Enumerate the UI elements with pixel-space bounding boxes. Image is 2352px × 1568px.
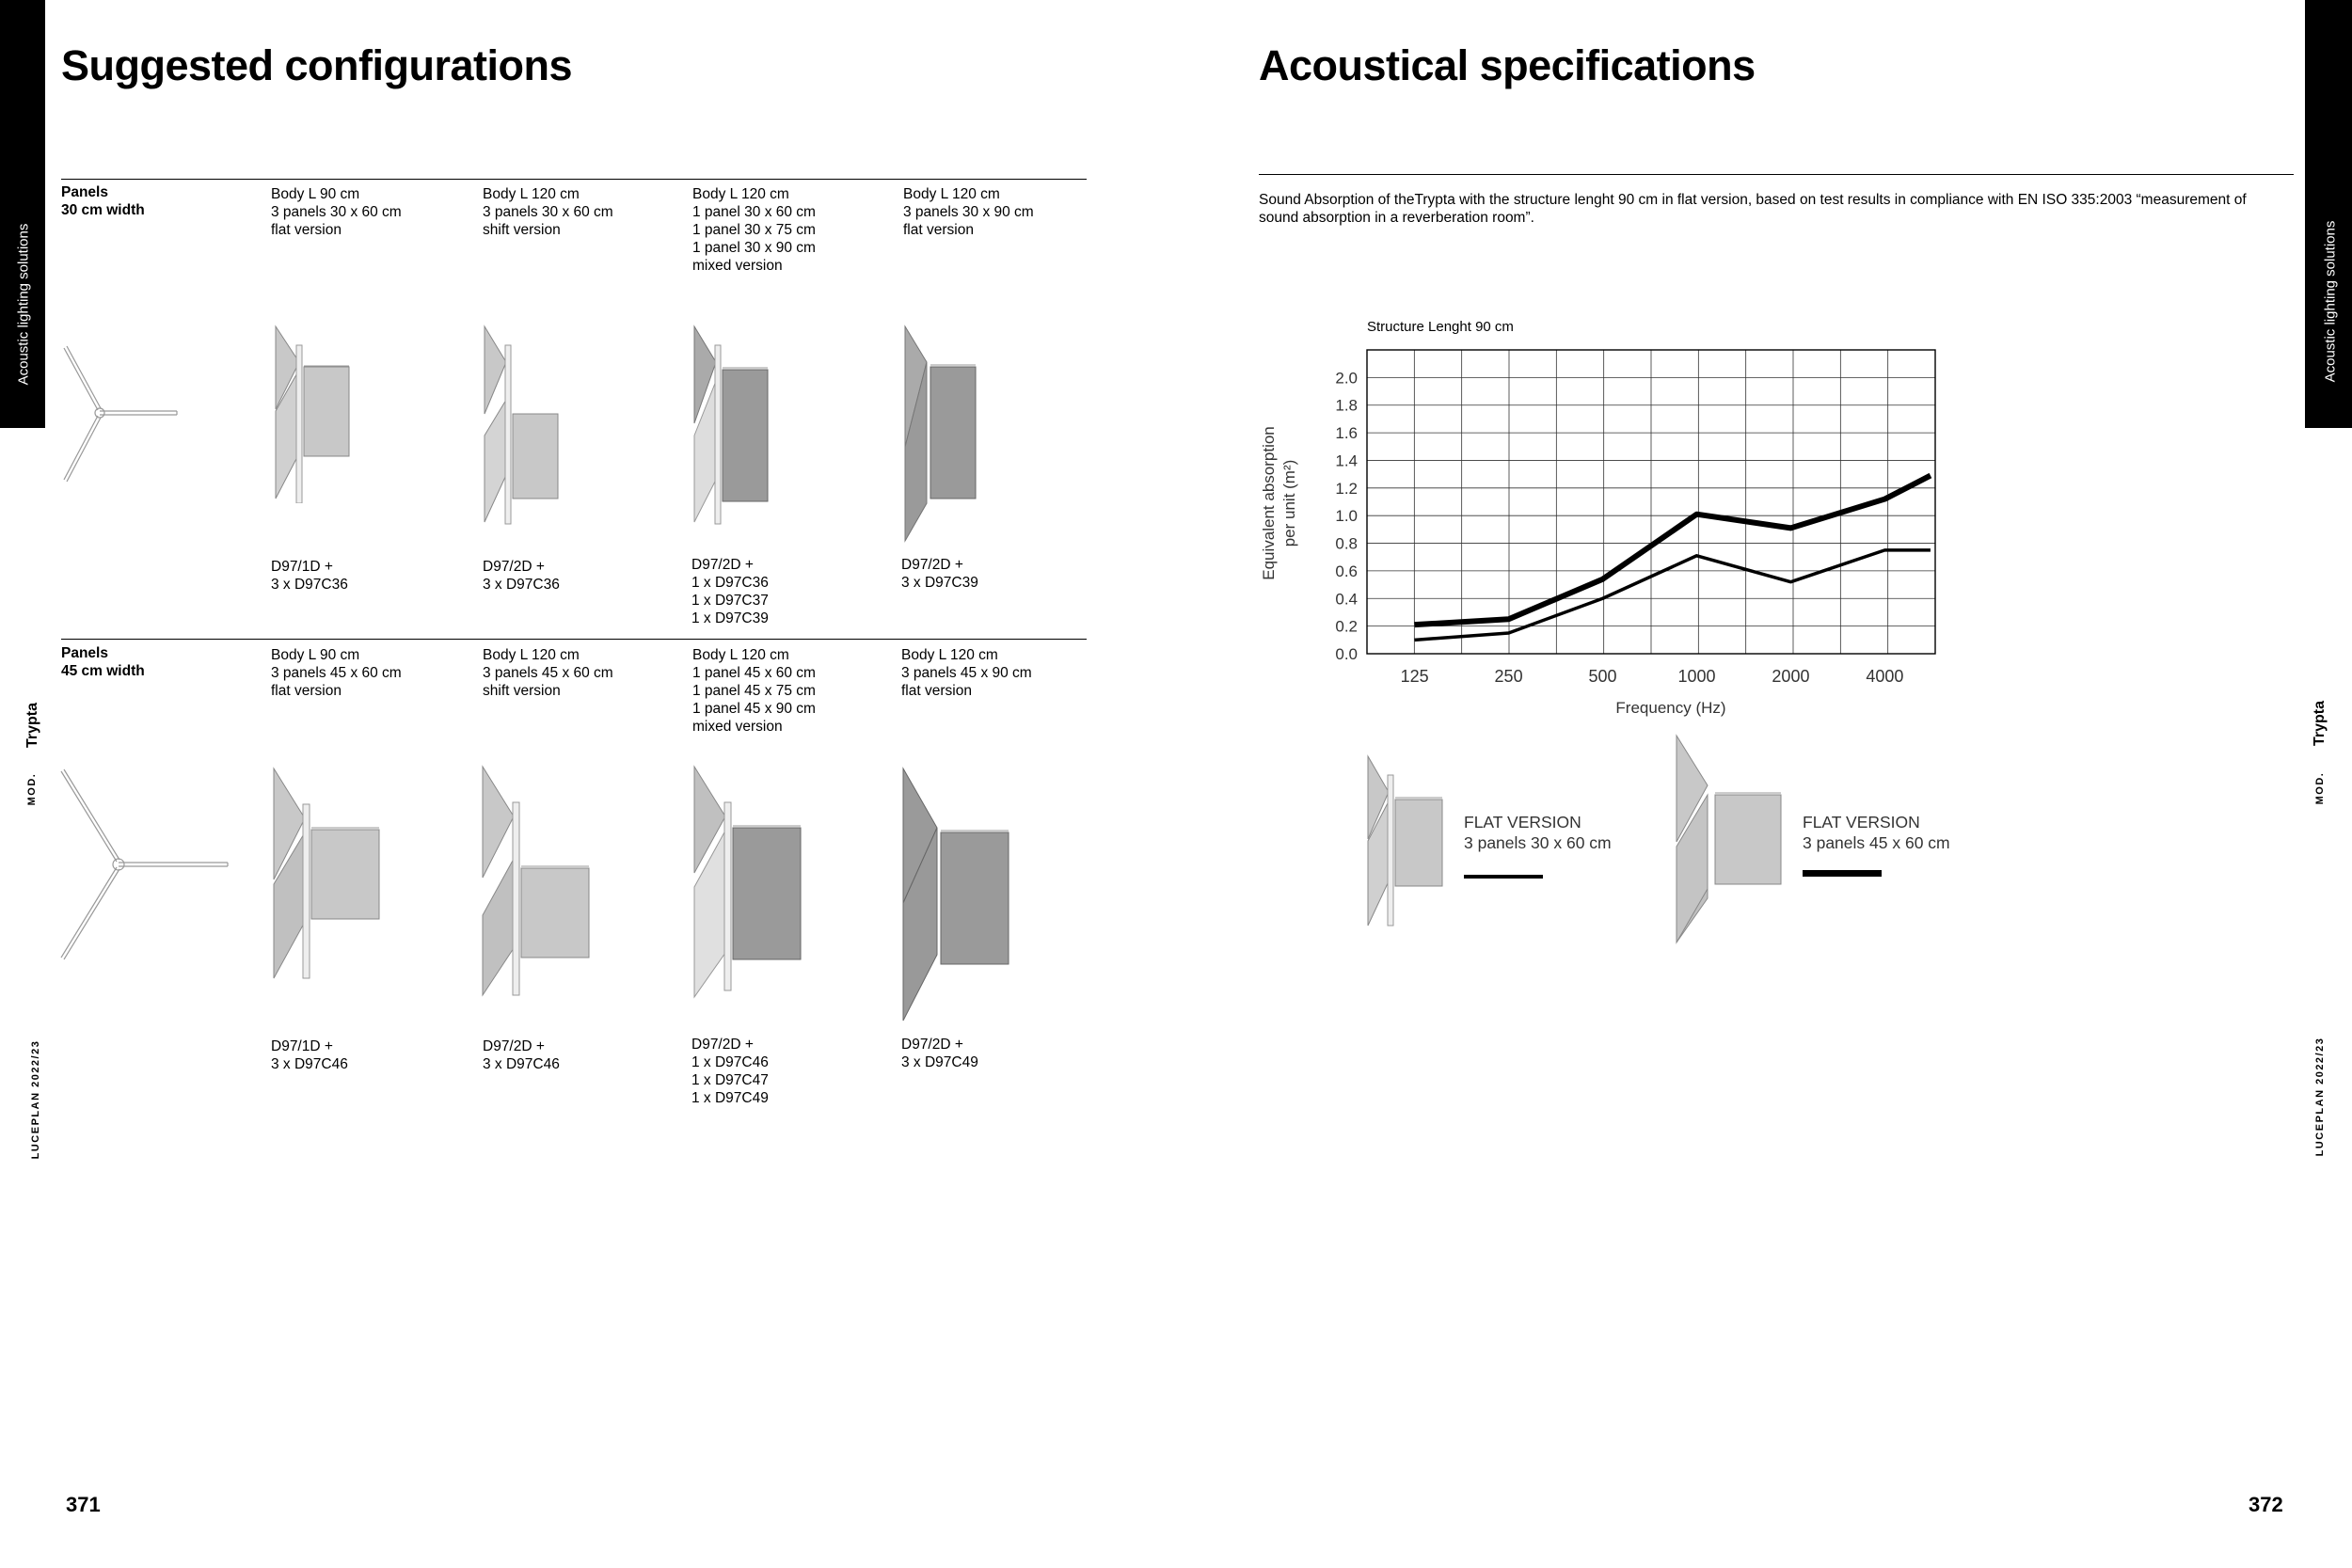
- config-codes: [271, 558, 348, 594]
- code-line: D97/2D +: [901, 557, 963, 573]
- x-tick-label: 4000: [1866, 667, 1904, 686]
- legend-swatch-45: [1803, 870, 1882, 877]
- right-side-mod: MOD.: [2314, 771, 2326, 805]
- left-page-title: Suggested configurations: [61, 41, 573, 89]
- code-line: D97/2D +: [691, 557, 754, 573]
- section-label-30: [61, 183, 145, 219]
- panel-config-flat-30x90-diagram: [903, 325, 988, 546]
- spec-line: 3 panels 30 x 60 cm: [271, 204, 402, 220]
- section-divider-45: [61, 639, 1087, 640]
- x-axis-label: Frequency (Hz): [1615, 699, 1726, 717]
- spec-line: Body L 120 cm: [903, 186, 1000, 202]
- code-line: 3 x D97C36: [271, 577, 348, 593]
- y-axis-label-line2: per unit (m²): [1280, 459, 1298, 547]
- config-specs: [271, 185, 402, 239]
- code-line: 1 x D97C37: [691, 593, 769, 609]
- config-codes: [901, 1036, 978, 1071]
- spec-line: Body L 120 cm: [901, 647, 998, 663]
- spec-line: Body L 120 cm: [692, 186, 789, 202]
- legend-line1: FLAT VERSION: [1464, 813, 1581, 832]
- config-specs: [483, 646, 613, 700]
- legend-item-30: [1464, 812, 1612, 853]
- panel-config-shift-30-diagram: [483, 325, 567, 527]
- section-label-line: 30 cm width: [61, 202, 145, 218]
- y-axis-label-line1: Equivalent absorption: [1260, 426, 1278, 580]
- code-line: 1 x D97C49: [691, 1090, 769, 1106]
- spec-line: mixed version: [692, 258, 783, 274]
- body-top-view-diagram: [56, 339, 188, 489]
- config-codes: [691, 556, 769, 627]
- left-side-mod: MOD.: [26, 772, 38, 806]
- x-axis-ticks: [1401, 667, 1904, 686]
- panel-config-mixed-45-diagram: [691, 765, 804, 1000]
- spec-line: 1 panel 45 x 75 cm: [692, 683, 816, 699]
- spec-line: Body L 120 cm: [483, 186, 580, 202]
- right-side-tab-label: Acoustic lighting solutions: [2322, 220, 2339, 383]
- right-page-number: 372: [2249, 1493, 2283, 1516]
- section-divider-30: [61, 179, 1087, 180]
- spec-line: mixed version: [692, 719, 783, 735]
- right-page-title: Acoustical specifications: [1259, 41, 1756, 89]
- config-codes: [901, 556, 978, 592]
- legend-item-45: [1803, 812, 1950, 853]
- code-line: 3 x D97C46: [271, 1056, 348, 1072]
- spec-line: 3 panels 45 x 60 cm: [483, 665, 613, 681]
- code-line: 3 x D97C49: [901, 1054, 978, 1070]
- code-line: D97/2D +: [483, 559, 545, 575]
- body-top-view-diagram: [56, 762, 235, 969]
- spec-line: flat version: [901, 683, 972, 699]
- section-label-line: Panels: [61, 645, 108, 661]
- spec-line: 1 panel 30 x 90 cm: [692, 240, 816, 256]
- code-line: 3 x D97C46: [483, 1056, 560, 1072]
- y-tick-label: 2.0: [1335, 369, 1358, 388]
- series-line-2: [1415, 476, 1931, 626]
- right-side-catalog: LUCEPLAN 2022/23: [2314, 1037, 2326, 1157]
- legend-flat-45-diagram: [1675, 734, 1783, 945]
- spec-line: flat version: [903, 222, 974, 238]
- y-tick-label: 1.0: [1335, 507, 1358, 526]
- spec-line: 3 panels 30 x 60 cm: [483, 204, 613, 220]
- y-axis-label: [1260, 426, 1298, 580]
- x-tick-label: 125: [1400, 667, 1429, 686]
- y-tick-label: 1.8: [1335, 396, 1358, 415]
- spec-line: 1 panel 45 x 90 cm: [692, 701, 816, 717]
- y-tick-label: 1.4: [1335, 451, 1358, 470]
- spec-line: 3 panels 45 x 90 cm: [901, 665, 1032, 681]
- y-tick-label: 0.8: [1335, 534, 1358, 553]
- y-tick-label: 1.6: [1335, 424, 1358, 443]
- code-line: D97/2D +: [483, 1038, 545, 1054]
- spec-line: flat version: [271, 683, 342, 699]
- config-codes: [691, 1036, 769, 1107]
- y-tick-label: 0.0: [1335, 645, 1358, 663]
- y-tick-label: 0.2: [1335, 617, 1358, 636]
- config-codes: [271, 1037, 348, 1073]
- code-line: 1 x D97C46: [691, 1054, 769, 1070]
- config-specs: [901, 646, 1032, 700]
- left-page-number: 371: [66, 1493, 101, 1516]
- legend-line2: 3 panels 45 x 60 cm: [1803, 833, 1950, 852]
- spec-line: Body L 90 cm: [271, 647, 360, 663]
- chart-grid: [1367, 350, 1935, 654]
- chart-title: Structure Lenght 90 cm: [1367, 319, 1514, 335]
- chart-series: [1415, 476, 1931, 641]
- spec-line: 1 panel 45 x 60 cm: [692, 665, 816, 681]
- spec-line: 3 panels 30 x 90 cm: [903, 204, 1034, 220]
- section-label-45: [61, 644, 145, 680]
- right-title-rule: [1259, 174, 2294, 175]
- panel-config-flat-30-diagram: [273, 325, 358, 503]
- spec-line: 1 panel 30 x 60 cm: [692, 204, 816, 220]
- config-codes: [483, 1037, 560, 1073]
- legend-line2: 3 panels 30 x 60 cm: [1464, 833, 1612, 852]
- code-line: D97/1D +: [271, 559, 333, 575]
- spec-line: Body L 90 cm: [271, 186, 360, 202]
- panel-config-flat-45-diagram: [271, 767, 384, 983]
- left-side-product: Trypta: [24, 703, 40, 749]
- config-specs: [692, 646, 816, 736]
- x-tick-label: 500: [1588, 667, 1617, 686]
- y-axis-ticks: [1335, 369, 1358, 663]
- right-side-tab: [2305, 0, 2352, 428]
- absorption-chart: [1251, 310, 1966, 724]
- section-label-line: 45 cm width: [61, 663, 145, 679]
- config-specs: [483, 185, 613, 239]
- spec-line: Body L 120 cm: [483, 647, 580, 663]
- spec-line: shift version: [483, 222, 561, 238]
- panel-config-shift-45-diagram: [480, 765, 593, 1000]
- code-line: D97/1D +: [271, 1038, 333, 1054]
- config-specs: [692, 185, 816, 275]
- config-specs: [271, 646, 402, 700]
- code-line: 1 x D97C36: [691, 575, 769, 591]
- legend-flat-30-diagram: [1366, 754, 1446, 928]
- x-tick-label: 1000: [1677, 667, 1716, 686]
- code-line: 1 x D97C39: [691, 610, 769, 626]
- section-label-line: Panels: [61, 184, 108, 200]
- config-codes: [483, 558, 560, 594]
- legend-swatch-30: [1464, 875, 1543, 879]
- spec-line: 3 panels 45 x 60 cm: [271, 665, 402, 681]
- y-tick-label: 1.2: [1335, 479, 1358, 498]
- code-line: 1 x D97C47: [691, 1072, 769, 1088]
- x-tick-label: 2000: [1772, 667, 1810, 686]
- y-tick-label: 0.6: [1335, 562, 1358, 580]
- code-line: D97/2D +: [901, 1037, 963, 1053]
- left-side-tab-label: Acoustic lighting solutions: [15, 223, 32, 386]
- legend-line1: FLAT VERSION: [1803, 813, 1920, 832]
- acoustic-description: Sound Absorption of theTrypta with the structure lenght 90 cm in flat version, based on test results in compliance with EN ISO 335:2003 “measurement of sound absorption in a reverberation room”.: [1259, 192, 2247, 226]
- y-tick-label: 0.4: [1335, 590, 1358, 609]
- spec-line: 1 panel 30 x 75 cm: [692, 222, 816, 238]
- panel-config-mixed-30-diagram: [692, 325, 777, 531]
- x-tick-label: 250: [1494, 667, 1523, 686]
- panel-config-flat-45x90-diagram: [901, 767, 1014, 1025]
- code-line: 3 x D97C36: [483, 577, 560, 593]
- left-side-catalog: LUCEPLAN 2022/23: [30, 1039, 41, 1160]
- spec-line: shift version: [483, 683, 561, 699]
- code-line: 3 x D97C39: [901, 575, 978, 591]
- code-line: D97/2D +: [691, 1037, 754, 1053]
- spec-line: Body L 120 cm: [692, 647, 789, 663]
- spec-line: flat version: [271, 222, 342, 238]
- config-specs: [903, 185, 1034, 239]
- right-side-product: Trypta: [2312, 701, 2328, 747]
- left-side-tab: [0, 0, 45, 428]
